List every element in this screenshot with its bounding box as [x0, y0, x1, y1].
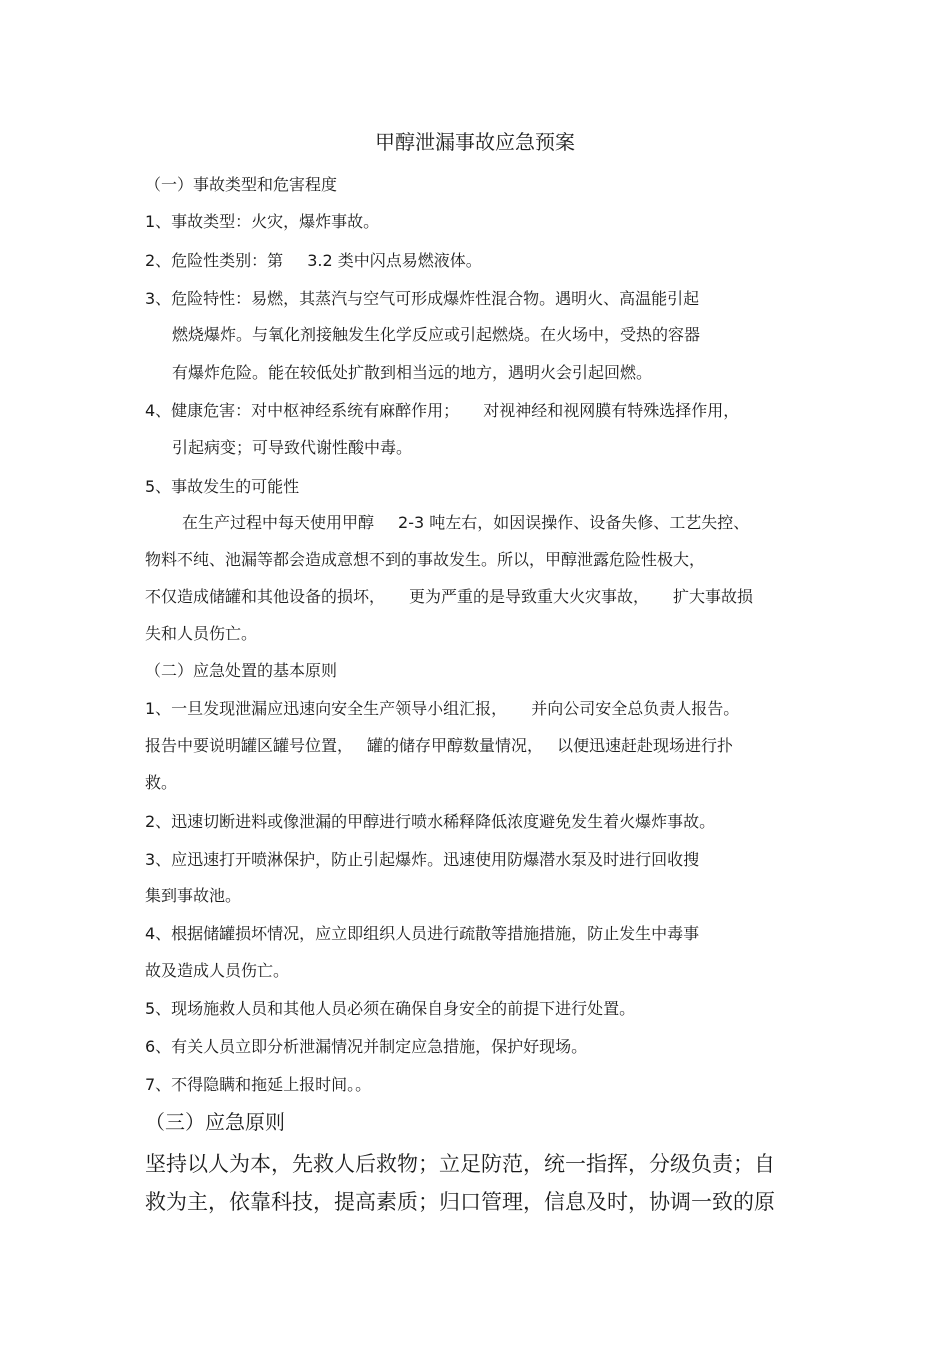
s1-item-5: 5、事故发生的可能性 — [145, 477, 300, 496]
s1-item-2: 2、危险性类别：第 3.2 类中闪点易燃液体。 — [145, 251, 482, 270]
s2-item-1-line-2: 报告中要说明罐区罐号位置， 罐的储存甲醇数量情况， 以便迅速赶赴现场进行扑 — [145, 736, 734, 755]
s1-para-line-4: 失和人员伤亡。 — [145, 624, 258, 643]
s1-para-line-2: 物料不纯、池漏等都会造成意想不到的事故发生。所以，甲醇泄露危险性极大， — [145, 550, 706, 569]
section-1-heading: （一）事故类型和危害程度 — [145, 175, 338, 194]
s2-item-5: 5、现场施救人员和其他人员必须在确保自身安全的前提下进行处置。 — [145, 999, 636, 1018]
s2-item-6: 6、有关人员立即分析泄漏情况并制定应急措施，保护好现场。 — [145, 1037, 588, 1056]
s1-para-line-1: 在生产过程中每天使用甲醇 2-3 吨左右，如因误操作、设备失修、工艺失控、 — [182, 513, 750, 532]
s1-item-3-line-3: 有爆炸危险。能在较低处扩散到相当远的地方，遇明火会引起回燃。 — [172, 363, 653, 382]
s1-item-4-line-1: 4、健康危害：对中枢神经系统有麻醉作用； 对视神经和视网膜有特殊选择作用， — [145, 401, 740, 420]
s2-item-4-line-1: 4、根据储罐损坏情况，应立即组织人员进行疏散等措施措施，防止发生中毒事 — [145, 924, 700, 943]
s1-para-line-3: 不仅造成储罐和其他设备的损坏， 更为严重的是导致重大火灾事故， 扩大事故损 — [145, 587, 754, 606]
s2-item-3-line-2: 集到事故池。 — [145, 886, 242, 905]
s1-item-4-line-2: 引起病变；可导致代谢性酸中毒。 — [172, 438, 413, 457]
s2-item-7: 7、不得隐瞒和拖延上报时间。。 — [145, 1075, 372, 1094]
s3-line-2: 救为主，依靠科技，提高素质；归口管理，信息及时，协调一致的原 — [145, 1190, 775, 1214]
s2-item-2: 2、迅速切断进料或像泄漏的甲醇进行喷水稀释降低浓度避免发生着火爆炸事故。 — [145, 812, 716, 831]
s2-item-4-line-2: 故及造成人员伤亡。 — [145, 961, 290, 980]
s2-item-1-line-3: 救。 — [145, 773, 178, 792]
s2-item-3-line-1: 3、应迅速打开喷淋保护，防止引起爆炸。迅速使用防爆潜水泵及时进行回收搜 — [145, 850, 700, 869]
section-3-heading: （三）应急原则 — [145, 1110, 285, 1134]
s1-item-3-line-2: 燃烧爆炸。与氧化剂接触发生化学反应或引起燃烧。在火场中，受热的容器 — [172, 325, 701, 344]
s1-item-1: 1、事故类型：火灾，爆炸事故。 — [145, 212, 380, 231]
s1-item-3-line-1: 3、危险特性：易燃，其蒸汽与空气可形成爆炸性混合物。遇明火、高温能引起 — [145, 289, 700, 308]
document-title: 甲醇泄漏事故应急预案 — [375, 130, 575, 154]
section-2-heading: （二）应急处置的基本原则 — [145, 661, 338, 680]
s3-line-1: 坚持以人为本，先救人后救物；立足防范，统一指挥，分级负责；自 — [145, 1152, 775, 1176]
s2-item-1-line-1: 1、一旦发现泄漏应迅速向安全生产领导小组汇报， 并向公司安全总负责人报告。 — [145, 699, 740, 718]
